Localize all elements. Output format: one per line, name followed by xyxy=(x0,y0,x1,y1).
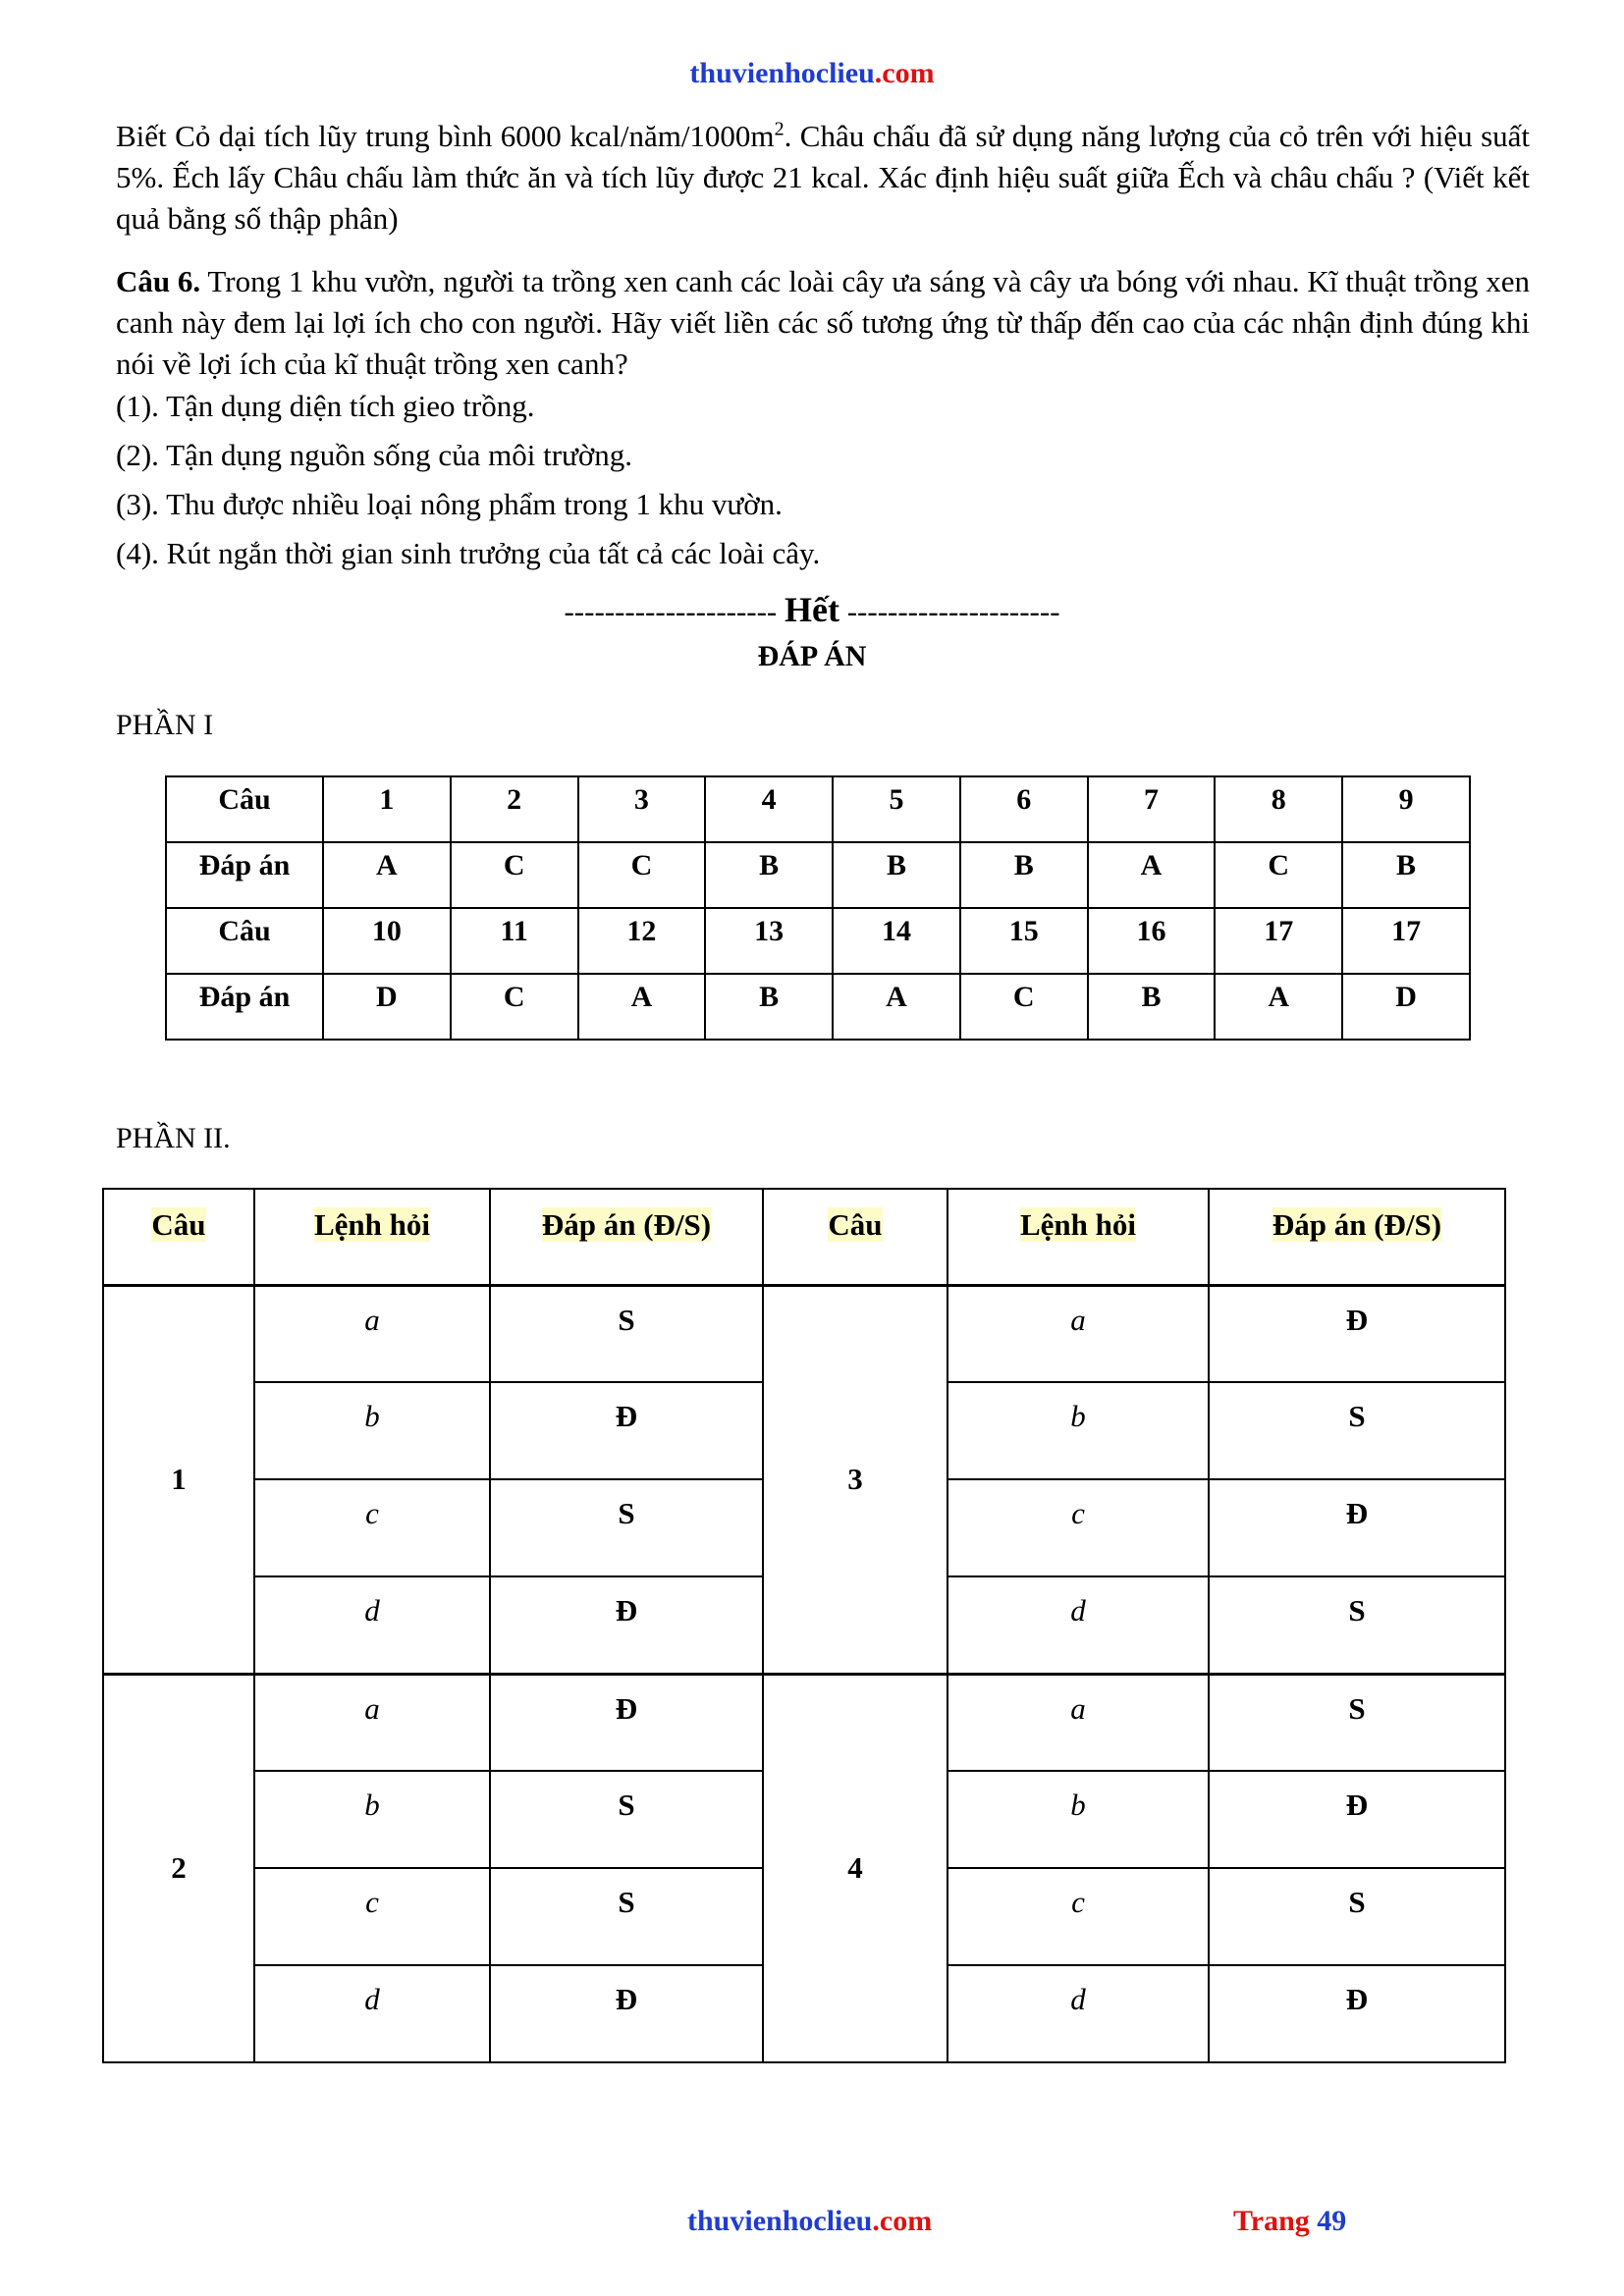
answer-cell: B xyxy=(705,842,833,908)
option-1: (1). Tận dụng diện tích gieo trồng. xyxy=(116,389,535,423)
sub-question: b xyxy=(254,1771,490,1868)
answer-cell: D xyxy=(323,974,451,1040)
question-number: 7 xyxy=(1088,776,1216,842)
part-1-title: PHẦN I xyxy=(116,709,214,741)
question-number: 2 xyxy=(451,776,578,842)
question-number: 4 xyxy=(705,776,833,842)
answer-cell: A xyxy=(323,842,451,908)
sub-question: d xyxy=(254,1576,490,1674)
answer-cell: C xyxy=(960,974,1088,1040)
header-brand xyxy=(0,57,1624,90)
answer-cell: D xyxy=(1342,974,1470,1040)
answer-cell: Đ xyxy=(1209,1285,1505,1382)
answer-cell: S xyxy=(1209,1674,1505,1771)
end-dashes-right: --------------------- xyxy=(846,594,1060,628)
answer-cell: Đ xyxy=(490,1382,763,1479)
sub-question: c xyxy=(947,1868,1209,1965)
sub-question: d xyxy=(947,1965,1209,2062)
question-number: 1 xyxy=(323,776,451,842)
sub-question: c xyxy=(254,1479,490,1576)
question-number: 3 xyxy=(763,1285,947,1674)
option-2: (2). Tận dụng nguồn sống của môi trường. xyxy=(116,438,632,472)
answer-cell: S xyxy=(490,1479,763,1576)
answer-cell: S xyxy=(490,1868,763,1965)
answer-cell: B xyxy=(833,842,960,908)
sub-question: d xyxy=(947,1576,1209,1674)
answer-cell: Đ xyxy=(1209,1771,1505,1868)
header-brand-name: thuvienhoclieu xyxy=(689,57,875,89)
question-number: 10 xyxy=(323,908,451,974)
sub-question: b xyxy=(947,1771,1209,1868)
question-6-paragraph xyxy=(116,261,1530,385)
answer-cell: A xyxy=(1215,974,1342,1040)
answer-cell: S xyxy=(1209,1382,1505,1479)
row-label: Đáp án xyxy=(166,842,323,908)
answer-cell: Đ xyxy=(490,1965,763,2062)
question-number: 12 xyxy=(578,908,706,974)
question-number: 15 xyxy=(960,908,1088,974)
table-row xyxy=(103,1674,1505,1771)
question-number: 3 xyxy=(578,776,706,842)
answer-cell: C xyxy=(1215,842,1342,908)
column-header: Đáp án (Đ/S) xyxy=(490,1189,763,1285)
header-brand-domain: .com xyxy=(874,57,935,89)
sub-question: d xyxy=(254,1965,490,2062)
table-row xyxy=(103,1285,1505,1382)
column-header: Câu xyxy=(103,1189,254,1285)
answer-cell: Đ xyxy=(490,1576,763,1674)
column-header: Lệnh hỏi xyxy=(947,1189,1209,1285)
page-number-value: 49 xyxy=(1317,2205,1347,2237)
question-number: 8 xyxy=(1215,776,1342,842)
answer-cell: A xyxy=(1088,842,1216,908)
footer-brand-domain: .com xyxy=(872,2205,933,2237)
sub-question: a xyxy=(947,1674,1209,1771)
option-4: (4). Rút ngắn thời gian sinh trưởng của tất cả các loài cây. xyxy=(116,536,821,570)
question-number: 6 xyxy=(960,776,1088,842)
answer-cell: A xyxy=(833,974,960,1040)
answer-cell: B xyxy=(1088,974,1216,1040)
table-row xyxy=(166,974,1470,1040)
footer-brand xyxy=(687,2205,932,2238)
question-5-paragraph xyxy=(116,116,1530,240)
para1-superscript: 2 xyxy=(774,118,785,140)
page-number xyxy=(1233,2205,1346,2238)
question-number: 11 xyxy=(451,908,578,974)
answer-cell: C xyxy=(451,842,578,908)
answer-cell: B xyxy=(960,842,1088,908)
question-number: 17 xyxy=(1342,908,1470,974)
table-header-row xyxy=(103,1189,1505,1285)
page-label: Trang xyxy=(1233,2205,1310,2237)
question-number: 9 xyxy=(1342,776,1470,842)
answer-key-title: ĐÁP ÁN xyxy=(757,640,867,672)
sub-question: a xyxy=(254,1285,490,1382)
row-label: Câu xyxy=(166,908,323,974)
answer-cell: S xyxy=(1209,1868,1505,1965)
question-number: 4 xyxy=(763,1674,947,2062)
part-2-title: PHẦN II. xyxy=(116,1122,231,1154)
question-number: 5 xyxy=(833,776,960,842)
sub-question: b xyxy=(254,1382,490,1479)
row-label: Đáp án xyxy=(166,974,323,1040)
sub-question: c xyxy=(254,1868,490,1965)
question-number: 13 xyxy=(705,908,833,974)
column-header: Câu xyxy=(763,1189,947,1285)
column-header: Đáp án (Đ/S) xyxy=(1209,1189,1505,1285)
table-row xyxy=(166,776,1470,842)
answer-cell: S xyxy=(490,1771,763,1868)
answer-cell: S xyxy=(1209,1576,1505,1674)
sub-question: a xyxy=(254,1674,490,1771)
question-number: 2 xyxy=(103,1674,254,2062)
answer-cell: A xyxy=(578,974,706,1040)
part-2-answer-table xyxy=(102,1188,1506,2063)
row-label: Câu xyxy=(166,776,323,842)
answer-cell: C xyxy=(578,842,706,908)
answer-cell: Đ xyxy=(490,1674,763,1771)
question-number: 16 xyxy=(1088,908,1216,974)
table-row xyxy=(166,842,1470,908)
answer-cell: B xyxy=(1342,842,1470,908)
table-row xyxy=(166,908,1470,974)
end-marker xyxy=(0,589,1624,630)
answer-cell: S xyxy=(490,1285,763,1382)
end-dashes-left: --------------------- xyxy=(564,594,778,628)
answer-cell: Đ xyxy=(1209,1965,1505,2062)
end-word: Hết xyxy=(785,590,839,629)
answer-cell: B xyxy=(705,974,833,1040)
part-1-answer-table xyxy=(165,775,1471,1041)
sub-question: b xyxy=(947,1382,1209,1479)
question-number: 1 xyxy=(103,1285,254,1674)
option-3: (3). Thu được nhiều loại nông phẩm trong 1 khu vườn. xyxy=(116,487,783,521)
question-number: 17 xyxy=(1215,908,1342,974)
column-header: Lệnh hỏi xyxy=(254,1189,490,1285)
para1-text-a: Biết Cỏ dại tích lũy trung bình 6000 kcal/năm/1000m xyxy=(116,119,775,153)
sub-question: c xyxy=(947,1479,1209,1576)
question-number: 14 xyxy=(833,908,960,974)
footer-brand-name: thuvienhoclieu xyxy=(687,2205,873,2237)
sub-question: a xyxy=(947,1285,1209,1382)
answer-cell: Đ xyxy=(1209,1479,1505,1576)
question-6-text: Trong 1 khu vườn, người ta trồng xen canh các loài cây ưa sáng và cây ưa bóng với nhau. Kĩ thuật trồng xen canh này đem lại lợi ích cho con người. Hãy viết liền các số tương ứng từ thấp đến cao của các nhận định đúng khi nói về lợi ích của kĩ thuật trồng xen canh? xyxy=(116,264,1530,381)
answer-cell: C xyxy=(451,974,578,1040)
para1-text-b: . Châu chấu đã sử dụng năng lượng của cỏ trên với hiệu suất 5%. Ếch lấy Châu chấu làm thức ăn và tích lũy được 21 kcal. Xác định hiệu suất giữa Ếch và châu chấu ? (Viết kết quả bằng số thập phân) xyxy=(116,119,1531,236)
question-6-label: Câu 6. xyxy=(116,264,201,298)
